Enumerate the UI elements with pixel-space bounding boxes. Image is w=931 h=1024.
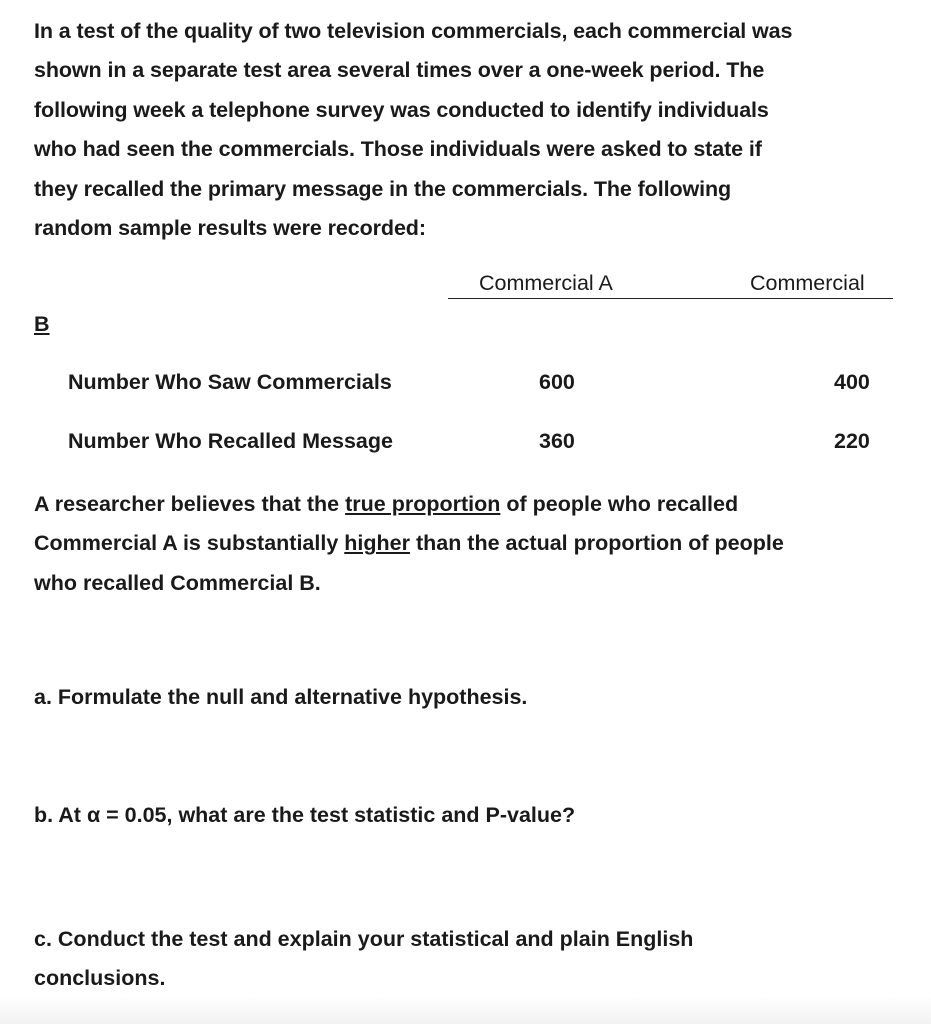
cell-saw-b: 400 bbox=[834, 370, 870, 394]
researcher-claim-paragraph bbox=[34, 485, 914, 603]
underlined-higher: higher bbox=[344, 531, 410, 556]
claim-text: Commercial A is substantially bbox=[34, 531, 345, 556]
question-a: a. Formulate the null and alternative hypothesis. bbox=[34, 685, 528, 709]
intro-line: In a test of the quality of two television commercials, each commercial was bbox=[34, 19, 793, 43]
cell-saw-a: 600 bbox=[539, 370, 575, 394]
intro-line: following week a telephone survey was conducted to identify individuals bbox=[34, 97, 769, 122]
problem-intro bbox=[34, 12, 914, 248]
row-label-recalled: Number Who Recalled Message bbox=[68, 429, 393, 453]
intro-line: random sample results were recorded: bbox=[34, 216, 426, 241]
cell-recalled-a: 360 bbox=[539, 429, 575, 453]
row-label-saw: Number Who Saw Commercials bbox=[68, 370, 392, 394]
claim-line-2 bbox=[34, 524, 914, 563]
intro-line: who had seen the commercials. Those individuals were asked to state if bbox=[34, 137, 762, 162]
question-c-line-2: conclusions. bbox=[34, 966, 166, 991]
claim-text: than the actual proportion of people bbox=[409, 531, 784, 556]
question-c-line-1: c. Conduct the test and explain your statistical and plain English bbox=[34, 927, 694, 951]
claim-line-3: who recalled Commercial B. bbox=[34, 570, 321, 595]
column-header-commercial-b: Commercial bbox=[750, 271, 865, 295]
claim-line-1 bbox=[34, 485, 914, 524]
column-header-commercial-b-letter: B bbox=[34, 312, 50, 336]
table-header-underline bbox=[448, 298, 893, 299]
claim-text: of people who recalled bbox=[500, 492, 739, 516]
intro-line: shown in a separate test area several times over a one-week period. The bbox=[34, 58, 765, 83]
column-header-commercial-a: Commercial A bbox=[479, 271, 613, 295]
question-b: b. At α = 0.05, what are the test statistic and P-value? bbox=[34, 803, 576, 827]
underlined-true-proportion: true proportion bbox=[345, 492, 501, 516]
intro-line: they recalled the primary message in the commercials. The following bbox=[34, 176, 732, 201]
cell-recalled-b: 220 bbox=[834, 429, 870, 453]
page-bottom-shade bbox=[0, 996, 931, 1024]
claim-text: A researcher believes that the bbox=[34, 492, 346, 516]
question-c bbox=[34, 920, 693, 999]
